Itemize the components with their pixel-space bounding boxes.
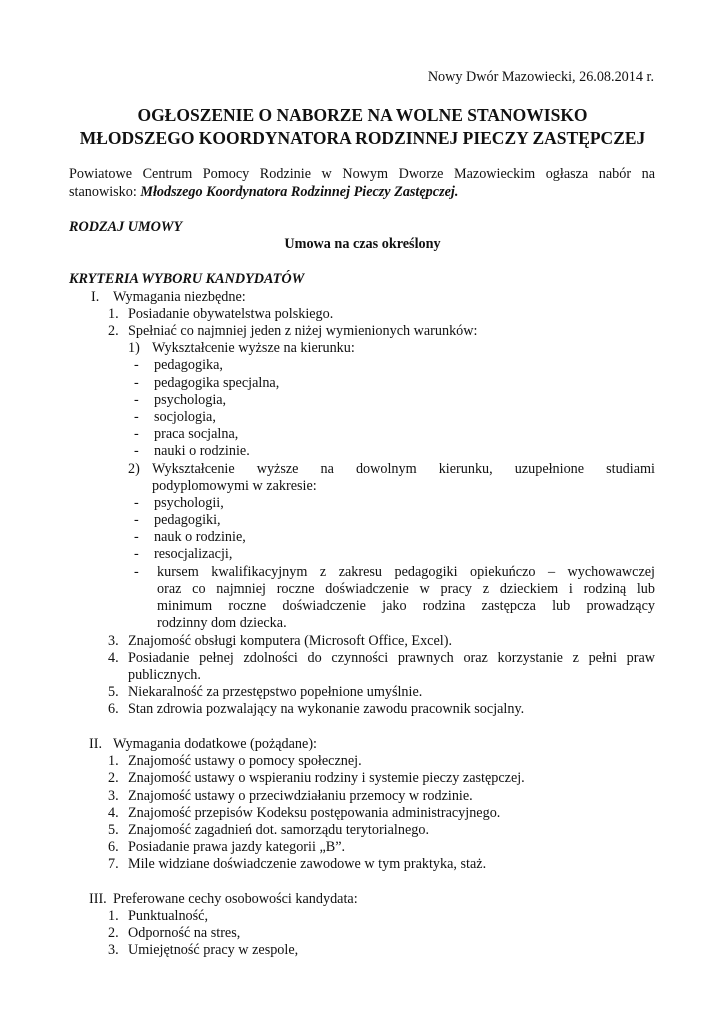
sub-item: Wykształcenie wyższe na kierunku:: [152, 340, 355, 356]
intro-line-2: [69, 184, 655, 201]
dash-item-cont: rodzinny dom dziecka.: [157, 615, 287, 631]
dash-bullet: -: [134, 564, 139, 580]
dash-bullet: -: [134, 392, 139, 408]
list-item: Znajomość zagadnień dot. samorządu terytorialnego.: [128, 822, 429, 838]
list-number: 3.: [108, 942, 119, 958]
dash-item: socjologia,: [154, 409, 216, 425]
list-item: Odporność na stres,: [128, 925, 241, 941]
contract-heading: RODZAJ UMOWY: [69, 219, 183, 235]
dash-item-cont: minimum roczne doświadczenie jako rodzina zastępcza lub prowadzący: [157, 598, 655, 614]
list-item: Znajomość ustawy o pomocy społecznej.: [128, 753, 362, 769]
list-number: 3.: [108, 633, 119, 649]
list-number: 6.: [108, 701, 119, 717]
list-item: Znajomość obsługi komputera (Microsoft Office, Excel).: [128, 633, 452, 649]
dash-item: pedagogiki,: [154, 512, 221, 528]
list-number: 6.: [108, 839, 119, 855]
section-numeral: III.: [89, 891, 107, 907]
sub-number: 1): [128, 340, 140, 356]
list-item: Znajomość ustawy o przeciwdziałaniu przemocy w rodzinie.: [128, 788, 473, 804]
section-numeral: I.: [91, 289, 100, 305]
list-number: 7.: [108, 856, 119, 872]
list-item: Posiadanie prawa jazdy kategorii „B”.: [128, 839, 346, 855]
dash-item-cont: oraz co najmniej roczne doświadczenie w pracy z dzieckiem i rodziną lub: [157, 581, 655, 597]
list-item: Znajomość ustawy o wspieraniu rodziny i systemie pieczy zastępczej.: [128, 770, 525, 786]
list-item: Mile widziane doświadczenie zawodowe w tym praktyka, staż.: [128, 856, 487, 872]
dash-bullet: -: [134, 409, 139, 425]
list-number: 1.: [108, 908, 119, 924]
list-number: 2.: [108, 323, 119, 339]
intro-prefix: stanowisko:: [69, 184, 141, 200]
list-item: Posiadanie pełnej zdolności do czynności prawnych oraz korzystanie z pełni praw: [128, 650, 655, 666]
dash-item: psychologii,: [154, 495, 224, 511]
dash-item: psychologia,: [154, 392, 227, 408]
list-number: 4.: [108, 805, 119, 821]
section-title: Preferowane cechy osobowości kandydata:: [113, 891, 358, 907]
list-item: Niekaralność za przestępstwo popełnione umyślnie.: [128, 684, 423, 700]
dash-bullet: -: [134, 495, 139, 511]
section-numeral: II.: [89, 736, 102, 752]
sub-item-cont: podyplomowymi w zakresie:: [152, 478, 317, 494]
list-number: 4.: [108, 650, 119, 666]
section-title: Wymagania niezbędne:: [113, 289, 246, 305]
dash-item: kursem kwalifikacyjnym z zakresu pedagogiki opiekuńczo – wychowawczej: [157, 564, 655, 580]
dash-item: pedagogika specjalna,: [154, 375, 280, 391]
contract-value: Umowa na czas określony: [284, 236, 441, 252]
dash-bullet: -: [134, 546, 139, 562]
dash-bullet: -: [134, 375, 139, 391]
intro-line-1: Powiatowe Centrum Pomocy Rodzinie w Nowym Dworze Mazowieckim ogłasza nabór na: [69, 166, 655, 182]
dash-bullet: -: [134, 426, 139, 442]
list-item: Znajomość przepisów Kodeksu postępowania administracyjnego.: [128, 805, 501, 821]
list-number: 2.: [108, 770, 119, 786]
list-number: 5.: [108, 822, 119, 838]
dash-item: praca socjalna,: [154, 426, 239, 442]
section-title: Wymagania dodatkowe (pożądane):: [113, 736, 317, 752]
sub-number: 2): [128, 461, 140, 477]
dash-item: nauki o rodzinie.: [154, 443, 250, 459]
title-line-2: MŁODSZEGO KOORDYNATORA RODZINNEJ PIECZY ZASTĘPCZEJ: [79, 128, 646, 148]
dash-item: resocjalizacji,: [154, 546, 233, 562]
criteria-heading: KRYTERIA WYBORU KANDYDATÓW: [69, 271, 305, 287]
list-item-cont: publicznych.: [128, 667, 201, 683]
date-line: Nowy Dwór Mazowiecki, 26.08.2014 r.: [427, 69, 654, 85]
list-item: Stan zdrowia pozwalający na wykonanie zawodu pracownik socjalny.: [128, 701, 525, 717]
list-number: 5.: [108, 684, 119, 700]
list-item: Spełniać co najmniej jeden z niżej wymienionych warunków:: [128, 323, 478, 339]
intro-position: Młodszego Koordynatora Rodzinnej Pieczy Zastępczej.: [140, 184, 459, 200]
dash-bullet: -: [134, 512, 139, 528]
list-number: 3.: [108, 788, 119, 804]
dash-item: nauk o rodzinie,: [154, 529, 246, 545]
list-number: 2.: [108, 925, 119, 941]
list-number: 1.: [108, 306, 119, 322]
list-item: Umiejętność pracy w zespole,: [128, 942, 299, 958]
list-item: Posiadanie obywatelstwa polskiego.: [128, 306, 334, 322]
list-item: Punktualność,: [128, 908, 208, 924]
dash-bullet: -: [134, 443, 139, 459]
dash-bullet: -: [134, 529, 139, 545]
dash-bullet: -: [134, 357, 139, 373]
title-line-1: OGŁOSZENIE O NABORZE NA WOLNE STANOWISKO: [137, 105, 588, 125]
dash-item: pedagogika,: [154, 357, 223, 373]
list-number: 1.: [108, 753, 119, 769]
sub-item: Wykształcenie wyższe na dowolnym kierunku, uzupełnione studiami: [152, 461, 655, 477]
